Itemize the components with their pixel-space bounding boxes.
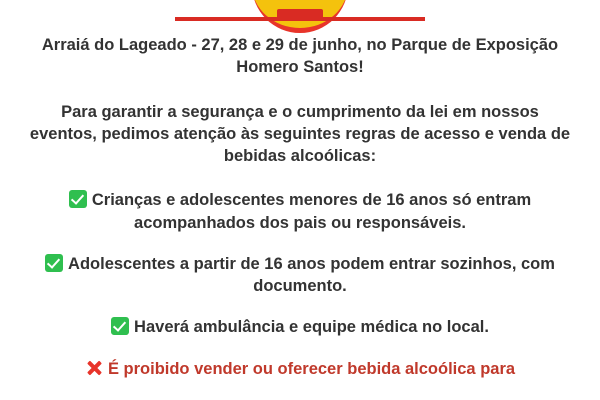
rule-text: Adolescentes a partir de 16 anos podem entrar sozinhos, com documento. [68, 254, 555, 296]
red-divider-line [175, 17, 425, 21]
rule-item [28, 316, 572, 338]
event-announcement-text: Arraiá do Lageado - 27, 28 e 29 de junho, no Parque de Exposição Homero Santos! [41, 36, 559, 77]
rule-item [28, 189, 572, 234]
cross-mark-icon [85, 359, 103, 377]
rule-item [28, 358, 572, 380]
poster-content [0, 26, 600, 380]
check-mark-icon [45, 254, 63, 272]
rules-list [28, 189, 572, 380]
check-mark-icon [69, 190, 87, 208]
check-mark-icon [111, 317, 129, 335]
rule-item [28, 253, 572, 298]
rule-text: Haverá ambulância e equipe médica no local. [134, 318, 489, 337]
rule-text: É proibido vender ou oferecer bebida alcoólica para [107, 359, 516, 378]
intro-paragraph: Para garantir a segurança e o cumprimento da lei em nossos eventos, pedimos atenção às seguintes regras de acesso e venda de bebidas alcoólicas: [29, 102, 571, 166]
rule-text: Crianças e adolescentes menores de 16 anos só entram acompanhados dos pais ou responsáveis. [91, 191, 532, 232]
